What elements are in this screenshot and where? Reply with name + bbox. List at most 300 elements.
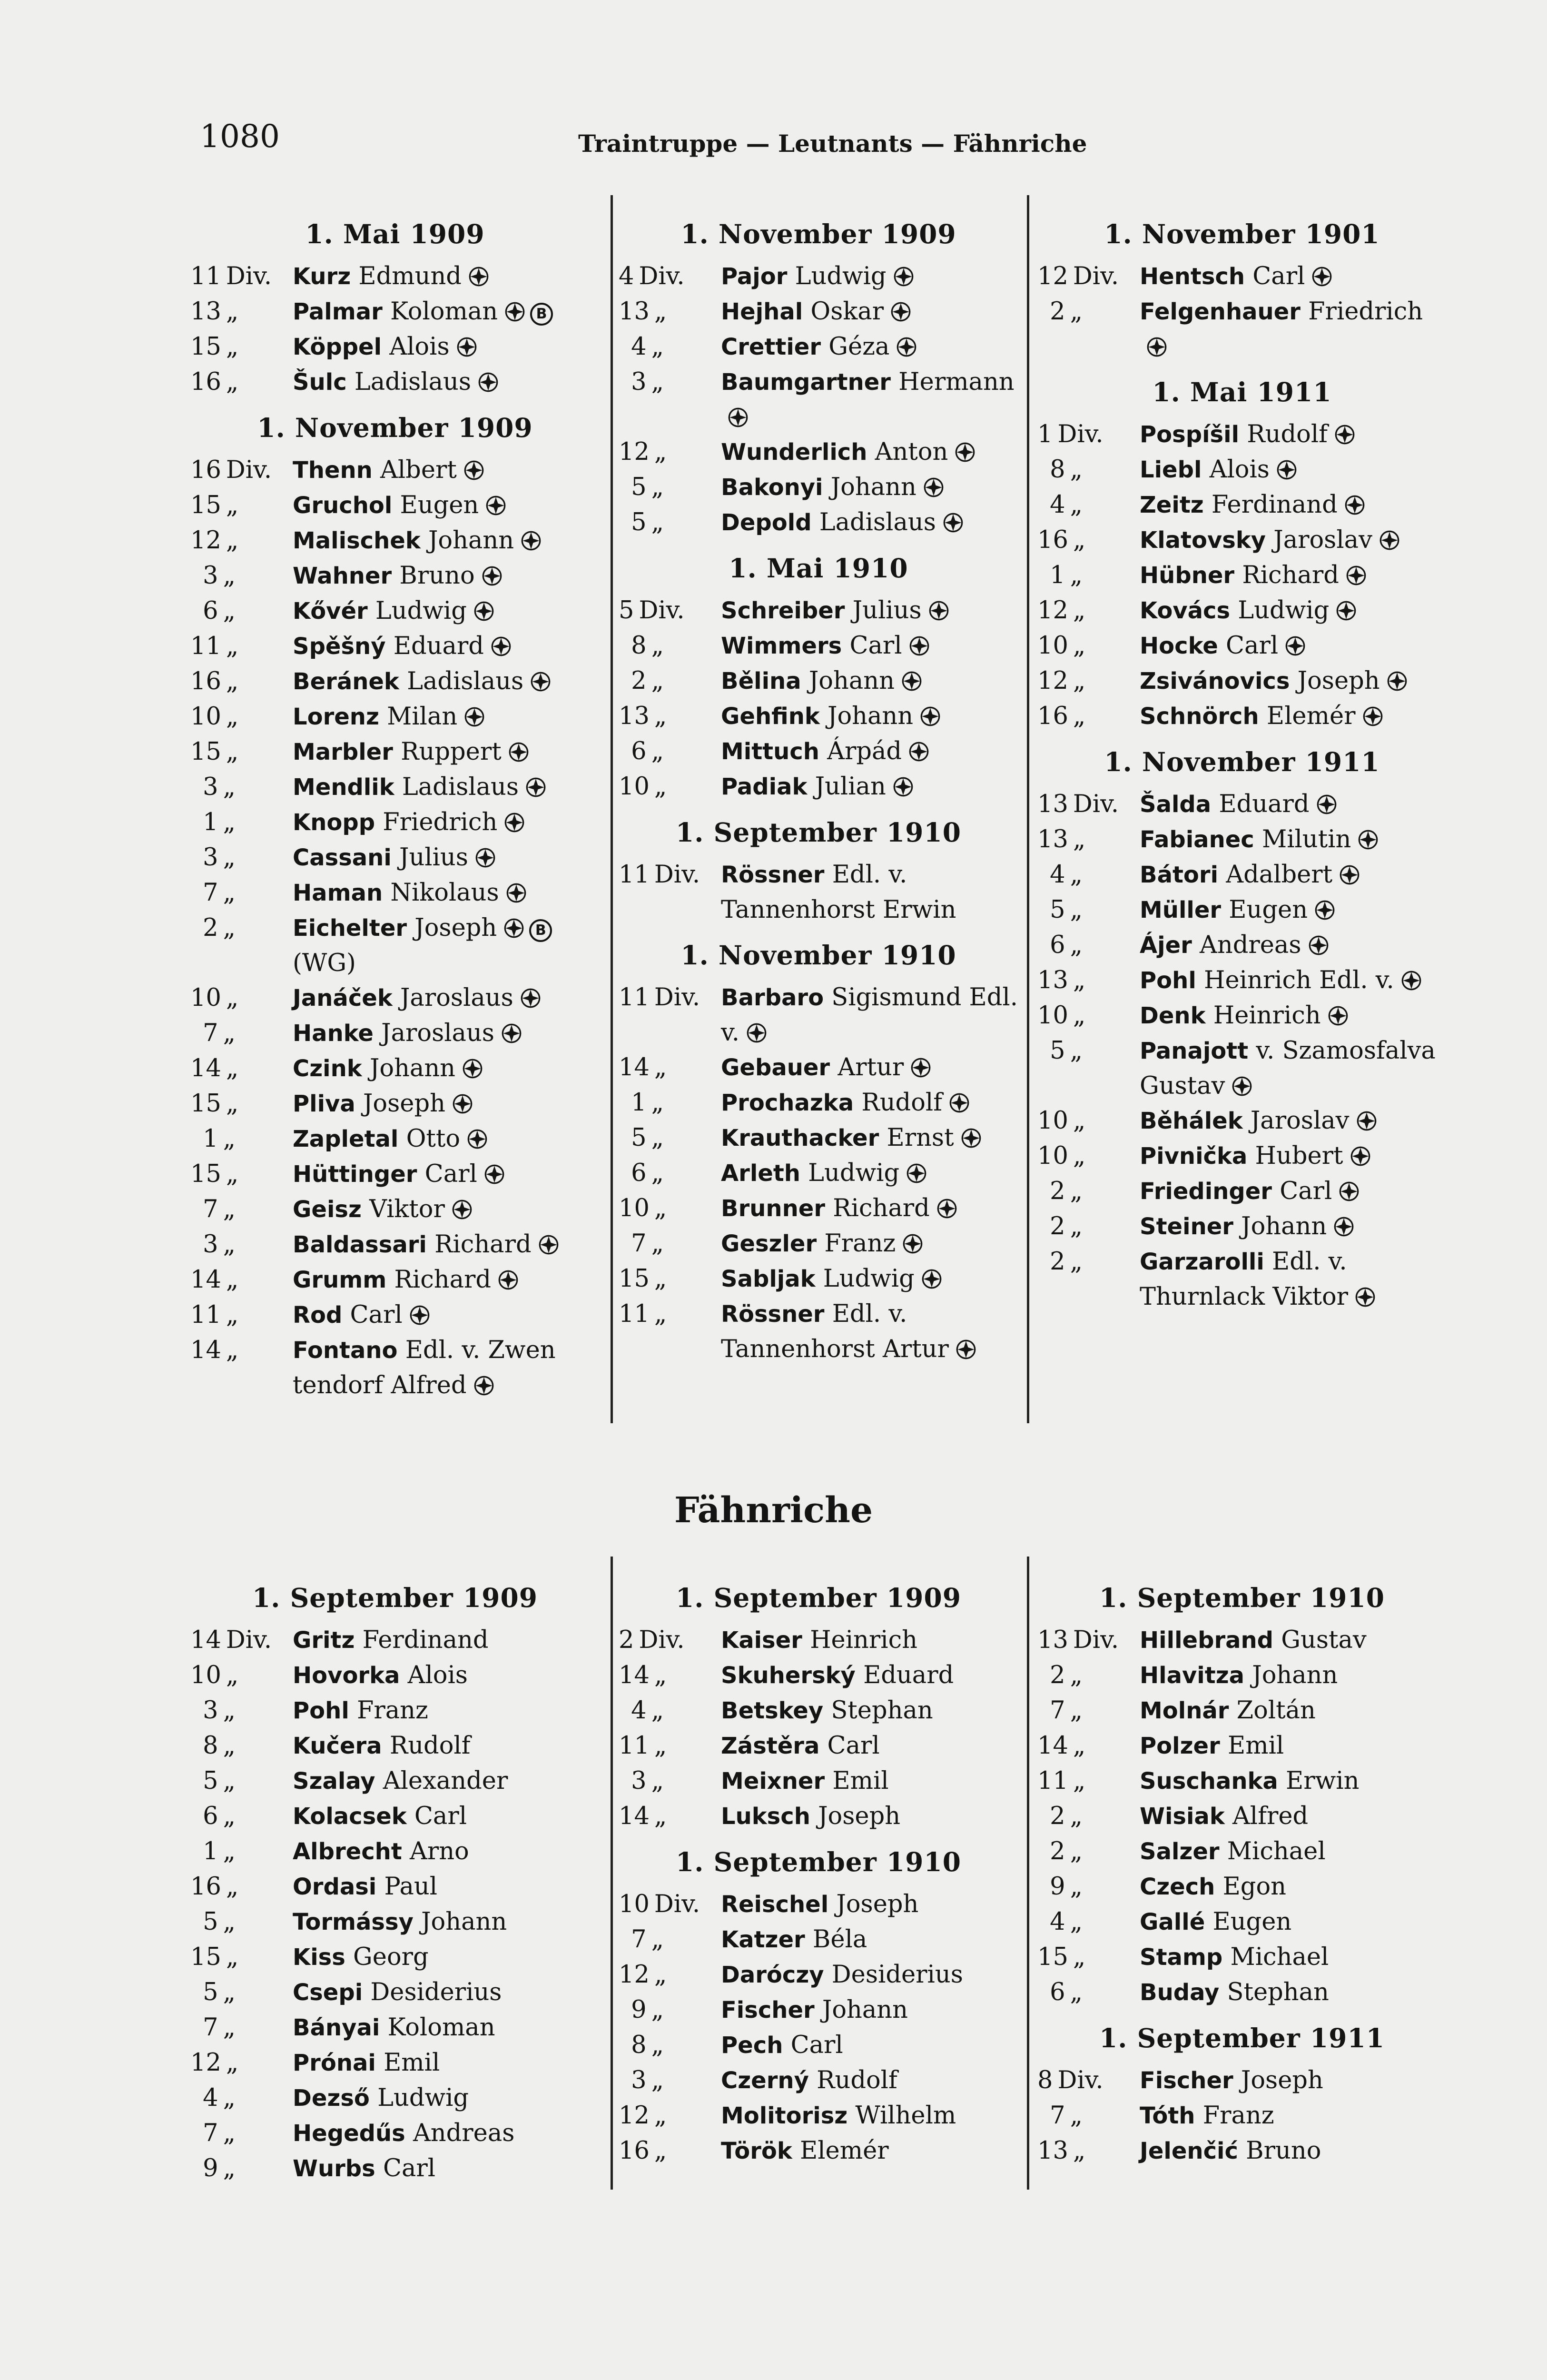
given-name: Eduard: [863, 1661, 954, 1689]
given-name: Árpád: [827, 737, 902, 765]
entry-name: [721, 1085, 1018, 1121]
roster-entry: [190, 1227, 600, 1262]
roster-entry: [190, 259, 600, 294]
surname: Palmar: [293, 298, 383, 325]
division-label: „: [223, 562, 236, 590]
given-name: Richard: [434, 1230, 532, 1259]
division-number: 7: [203, 879, 218, 907]
division-number-cell: [190, 1016, 236, 1051]
surname: Šulc: [293, 369, 347, 396]
entry-name: [1140, 664, 1447, 699]
given-name: Jaroslav: [1273, 526, 1372, 554]
entry-name: [721, 1764, 1018, 1799]
division-label: „: [1073, 702, 1086, 730]
division-number-cell: [190, 1227, 236, 1262]
entry-name: [721, 769, 1018, 804]
division-number-cell: [190, 1869, 239, 1904]
division-label: „: [1073, 2137, 1086, 2165]
entry-name: [293, 629, 600, 664]
division-label: Div.: [654, 1890, 700, 1918]
division-label: „: [1070, 896, 1083, 924]
roster-entry: [1037, 1033, 1447, 1103]
surname: Rössner: [721, 1301, 825, 1328]
given-name: Johann: [830, 473, 916, 501]
merit-cross-icon: [485, 491, 506, 512]
merit-cross-icon: [1232, 1071, 1252, 1092]
division-label: „: [654, 1732, 667, 1760]
roster-entry: [190, 699, 600, 734]
division-number-cell: [1037, 963, 1086, 998]
roster-entry: [1037, 1834, 1447, 1869]
division-number-cell: [190, 365, 239, 399]
roster-entry: [190, 2081, 600, 2116]
merit-cross-icon: [1355, 1282, 1376, 1303]
division-label: Div.: [639, 596, 685, 625]
given-name: Albert: [380, 456, 457, 484]
given-name: Alois: [389, 333, 450, 361]
division-number-cell: [1037, 558, 1083, 593]
division-number-cell: [619, 1799, 667, 1834]
roster-entry: [619, 699, 1018, 734]
roster-entry: [190, 488, 600, 523]
roster-entry: [619, 2133, 1018, 2169]
merit-cross-icon: [1362, 702, 1383, 723]
entry-name: [293, 911, 600, 981]
surname: Pliva: [293, 1091, 355, 1117]
division-number-cell: [1037, 928, 1083, 962]
entry-name: [293, 1298, 600, 1333]
given-name: Carl: [849, 632, 902, 660]
division-number-cell: [190, 840, 236, 875]
given-name: Carl: [424, 1160, 477, 1188]
division-number-cell: [1037, 259, 1119, 294]
division-number: 10: [619, 1194, 650, 1222]
surname: Hlavitza: [1140, 1662, 1245, 1689]
surname: Panajott: [1140, 1038, 1249, 1064]
surname: Hanke: [293, 1020, 374, 1047]
division-number-cell: [619, 1623, 685, 1657]
entry-name: [1140, 1764, 1447, 1799]
roster-entry: [190, 1728, 600, 1764]
merit-cross-icon: [1401, 966, 1422, 987]
b-badge-icon: B: [529, 919, 552, 942]
division-number: 6: [1050, 1978, 1065, 2006]
merit-cross-icon: [1356, 1106, 1377, 1127]
surname: Daróczy: [721, 1962, 824, 1988]
given-name: Andreas: [1200, 931, 1301, 959]
surname: Friedinger: [1140, 1178, 1272, 1205]
merit-cross-icon: [1311, 262, 1332, 283]
division-number-cell: [1037, 628, 1086, 663]
division-number: 1: [1037, 420, 1053, 448]
division-number-cell: [619, 1693, 664, 1728]
division-label: „: [1070, 931, 1083, 959]
surname: Kolacsek: [293, 1803, 407, 1830]
given-name: Joseph: [818, 1802, 901, 1830]
surname: Pohl: [293, 1697, 349, 1724]
entry-name: [1140, 787, 1447, 822]
division-label: „: [223, 843, 236, 872]
given-name: Heinrich: [1213, 1002, 1321, 1030]
division-number: 16: [190, 667, 221, 695]
roster-entry: [1037, 1139, 1447, 1174]
roster-entry: [190, 981, 600, 1016]
entry-name: [721, 980, 1018, 1050]
merit-cross-icon: [746, 1018, 767, 1039]
division-number-cell: [619, 1226, 664, 1261]
roster-entry: [1037, 2133, 1447, 2169]
division-number: 12: [1037, 262, 1068, 290]
division-label: „: [223, 1019, 236, 1047]
division-number-cell: [619, 664, 664, 698]
surname: Wimmers: [721, 633, 842, 659]
given-name: Carl: [383, 2154, 436, 2182]
division-label: „: [223, 2084, 236, 2112]
surname: Šalda: [1140, 791, 1212, 818]
division-label: „: [651, 1696, 664, 1725]
roster-entry: [190, 1333, 600, 1403]
surname: Mittuch: [721, 738, 819, 765]
division-number: 4: [619, 262, 634, 290]
division-label: „: [651, 1925, 664, 1954]
given-name: Richard: [833, 1194, 930, 1222]
division-label: Div.: [639, 262, 685, 290]
surname: Bakonyi: [721, 474, 823, 501]
entry-name: [721, 2063, 1018, 2098]
given-name: Alexander: [383, 1767, 508, 1795]
division-label: „: [1073, 1142, 1086, 1170]
merit-cross-icon: [936, 1194, 957, 1215]
merit-cross-icon: [1346, 561, 1367, 582]
division-label: „: [226, 298, 239, 326]
division-number: 3: [203, 562, 218, 590]
entry-name: [293, 1764, 600, 1799]
surname: Liebl: [1140, 456, 1202, 483]
division-label: „: [226, 1873, 239, 1901]
division-label: „: [226, 667, 239, 695]
division-number-cell: [619, 1261, 667, 1296]
roster-entry: [619, 1922, 1018, 1957]
surname: Crettier: [721, 334, 821, 360]
entry-name: [1140, 1033, 1447, 1103]
merit-cross-icon: [928, 596, 949, 617]
division-label: „: [1070, 456, 1083, 484]
entry-name: [293, 699, 600, 734]
given-name: Jaroslaus: [381, 1019, 494, 1047]
group-date-heading: 1. Mai 1911: [1152, 377, 1332, 407]
merit-cross-icon: [890, 297, 911, 318]
roster-entry: [619, 1658, 1018, 1693]
division-label: „: [226, 1661, 239, 1689]
entry-name: [293, 1086, 600, 1121]
given-name: Stephan: [1227, 1978, 1329, 2006]
entry-name: [1140, 523, 1447, 558]
division-number-cell: [190, 1764, 236, 1798]
roster-entry: [619, 1693, 1018, 1728]
surname: Kovács: [1140, 597, 1231, 624]
division-number-cell: [619, 505, 664, 540]
division-number-cell: [1037, 1033, 1083, 1068]
roster-entry: [190, 1298, 600, 1333]
given-name: Friedrich: [1308, 298, 1423, 326]
division-number-cell: [190, 1051, 239, 1086]
division-number: 3: [203, 1230, 218, 1259]
surname: Pech: [721, 2032, 783, 2059]
entry-name: [293, 259, 600, 294]
given-name: Johann: [822, 1996, 908, 2024]
surname: Fischer: [721, 1997, 815, 2023]
surname: Geszler: [721, 1230, 817, 1257]
given-name: Paul: [384, 1873, 438, 1901]
entry-name: [721, 505, 1018, 540]
merit-cross-icon: [902, 1229, 923, 1250]
merit-cross-icon: [893, 262, 914, 283]
given-name: Arno: [409, 1837, 469, 1865]
division-label: „: [1073, 966, 1086, 994]
given-name: Edl. v. Zwen tendorf Alfred: [293, 1336, 556, 1399]
division-number-cell: [190, 1834, 236, 1869]
division-number-cell: [190, 664, 239, 699]
surname: Janáček: [293, 985, 393, 1012]
entry-name: [293, 294, 600, 329]
entry-name: [721, 2098, 1018, 2133]
surname: Geisz: [293, 1196, 362, 1223]
division-label: „: [226, 2049, 239, 2077]
roster-entry: [619, 628, 1018, 664]
merit-cross-icon: [955, 437, 975, 458]
entry-name: [293, 2081, 600, 2116]
merit-cross-icon: [484, 1160, 505, 1180]
division-number-cell: [619, 699, 667, 734]
roster-entry: [1037, 928, 1447, 963]
division-label: „: [1070, 861, 1083, 889]
roster-entry: [619, 435, 1018, 470]
roster-entry: [1037, 1209, 1447, 1244]
division-number-cell: [619, 470, 664, 505]
surname: Denk: [1140, 1002, 1206, 1029]
merit-cross-icon: [491, 632, 512, 653]
given-name: Ferdinand: [362, 1626, 489, 1654]
division-number: 14: [190, 1626, 221, 1654]
division-label: Div.: [654, 983, 700, 1012]
division-number: 4: [203, 2084, 218, 2112]
roster-entry: [190, 1016, 600, 1051]
division-number: 15: [1037, 1943, 1068, 1971]
division-label: „: [226, 1336, 239, 1364]
surname: Schreiber: [721, 597, 845, 624]
roster-entry: [619, 365, 1018, 435]
surname: Cassani: [293, 844, 392, 871]
roster-entry: [619, 2063, 1018, 2098]
given-name: Rudolf: [817, 2066, 897, 2094]
division-label: „: [651, 1124, 664, 1152]
division-number: 14: [1037, 1732, 1068, 1760]
given-name: Carl: [1226, 632, 1279, 660]
entry-name: [293, 1051, 600, 1086]
division-number: 10: [1037, 1142, 1068, 1170]
given-name: Ruppert: [401, 738, 502, 766]
surname: Hejhal: [721, 298, 803, 325]
entry-name: [293, 1121, 600, 1157]
division-number-cell: [190, 259, 272, 294]
given-name: Joseph: [836, 1890, 919, 1918]
merit-cross-icon: [473, 596, 494, 617]
division-number-cell: [619, 2133, 667, 2168]
division-number: 5: [1050, 896, 1065, 924]
division-number: 7: [203, 1019, 218, 1047]
entry-name: [1140, 998, 1447, 1033]
surname: Wurbs: [293, 2155, 375, 2182]
surname: Pivnička: [1140, 1143, 1248, 1170]
roster-entry: [619, 2028, 1018, 2063]
merit-cross-icon: [503, 913, 524, 934]
division-number: 10: [1037, 632, 1068, 660]
division-number-cell: [190, 1940, 239, 1974]
division-number-cell: [190, 875, 236, 910]
merit-cross-icon: [901, 666, 922, 687]
roster-entry: [190, 1623, 600, 1658]
division-label: „: [226, 1054, 239, 1082]
division-number: 15: [190, 1160, 221, 1188]
given-name: Oskar: [810, 298, 884, 326]
surname: Schnörch: [1140, 703, 1259, 730]
surname: Thenn: [293, 457, 373, 484]
division-number: 14: [190, 1266, 221, 1294]
division-number-cell: [190, 1904, 236, 1939]
surname: Beránek: [293, 668, 399, 695]
roster-entry: [190, 2010, 600, 2045]
division-number: 10: [619, 1890, 650, 1918]
merit-cross-icon: [921, 1264, 942, 1285]
entry-name: [293, 558, 600, 594]
division-label: „: [223, 2119, 236, 2147]
division-label: „: [654, 702, 667, 730]
group-date-heading: 1. November 1911: [1104, 746, 1380, 777]
entry-name: [721, 365, 1018, 435]
entry-name: [1140, 593, 1447, 628]
surname: Tóth: [1140, 2102, 1195, 2129]
division-label: Div.: [226, 262, 272, 290]
entry-name: [721, 734, 1018, 769]
entry-name: [1140, 259, 1447, 294]
division-number: 3: [631, 1767, 647, 1795]
entry-name: [721, 1226, 1018, 1261]
division-label: „: [1070, 1978, 1083, 2006]
group-date-heading: 1. September 1910: [676, 1846, 961, 1877]
merit-cross-icon: [728, 403, 749, 424]
given-name: Eugen: [400, 491, 479, 519]
entry-name: [721, 1693, 1018, 1728]
division-number-cell: [619, 1297, 667, 1331]
surname: Hocke: [1140, 633, 1218, 659]
entry-name: [293, 365, 600, 400]
division-number-cell: [1037, 998, 1086, 1033]
given-name: Rudolf: [861, 1089, 943, 1117]
entry-name: [721, 329, 1018, 365]
division-number-cell: [619, 259, 685, 294]
division-number: 15: [190, 1090, 221, 1118]
merit-cross-icon: [1339, 1177, 1360, 1198]
given-name: Edmund: [358, 262, 462, 290]
division-number: 2: [1050, 1177, 1065, 1205]
division-number: 8: [631, 2031, 647, 2059]
roster-entry: [190, 875, 600, 911]
roster-entry: [190, 805, 600, 840]
division-label: „: [226, 703, 239, 731]
entry-name: [721, 1261, 1018, 1297]
roster-entry: [1037, 1658, 1447, 1693]
entry-name: [1140, 1174, 1447, 1209]
division-number: 14: [619, 1802, 650, 1830]
division-number-cell: [1037, 822, 1086, 857]
surname: Wunderlich: [721, 439, 867, 466]
group-date-heading: 1. September 1909: [676, 1582, 961, 1613]
group-date-heading: 1. September 1911: [1099, 2023, 1385, 2053]
entry-name: [293, 1262, 600, 1298]
surname: Czink: [293, 1055, 362, 1082]
division-number-cell: [1037, 2063, 1104, 2098]
division-number: 16: [619, 2137, 650, 2165]
division-number-cell: [1037, 487, 1083, 522]
division-number-cell: [619, 1085, 664, 1120]
division-number: 9: [631, 1996, 647, 2024]
division-number-cell: [1037, 1139, 1086, 1173]
roster-entry: [619, 1993, 1018, 2028]
entry-name: [721, 593, 1018, 628]
division-number-cell: [1037, 1728, 1086, 1763]
entry-name: [721, 1121, 1018, 1156]
given-name: Johann: [1241, 1212, 1327, 1240]
surname: Felgenhauer: [1140, 298, 1301, 325]
roster-entry: [619, 470, 1018, 505]
roster-entry: [190, 453, 600, 488]
entry-name: [721, 1799, 1018, 1834]
surname: Grumm: [293, 1267, 387, 1293]
merit-cross-icon: [949, 1088, 970, 1109]
division-number-cell: [1037, 1209, 1083, 1244]
entry-name: [721, 2133, 1018, 2169]
entry-name: [1140, 1209, 1447, 1244]
given-name: Ludwig: [808, 1159, 900, 1187]
entry-name: [721, 2028, 1018, 2063]
division-label: „: [651, 1767, 664, 1795]
division-label: „: [1070, 1873, 1083, 1901]
division-number: 3: [203, 1696, 218, 1725]
merit-cross-icon: [463, 456, 484, 476]
division-label: „: [651, 473, 664, 501]
surname: Luksch: [721, 1803, 810, 1830]
entry-name: [1140, 487, 1447, 523]
division-number: 1: [1050, 561, 1065, 589]
surname: Csepi: [293, 1979, 363, 2006]
merit-cross-icon: [473, 1371, 494, 1392]
given-name: Géza: [828, 333, 890, 361]
entry-name: [293, 1227, 600, 1262]
division-number: 11: [190, 632, 221, 660]
roster-entry: [1037, 1693, 1447, 1728]
column-divider: [1027, 1557, 1029, 2190]
division-number: 7: [203, 2013, 218, 2042]
merit-cross-icon: [1387, 666, 1408, 687]
given-name: Bruno: [399, 562, 475, 590]
given-name: Heinrich: [810, 1626, 917, 1654]
entry-name: [1140, 928, 1447, 963]
division-label: „: [651, 2031, 664, 2059]
entry-name: [293, 1016, 600, 1051]
surname: Zapletal: [293, 1126, 399, 1152]
given-name: Milan: [387, 703, 458, 731]
entry-name: [1140, 1693, 1447, 1728]
